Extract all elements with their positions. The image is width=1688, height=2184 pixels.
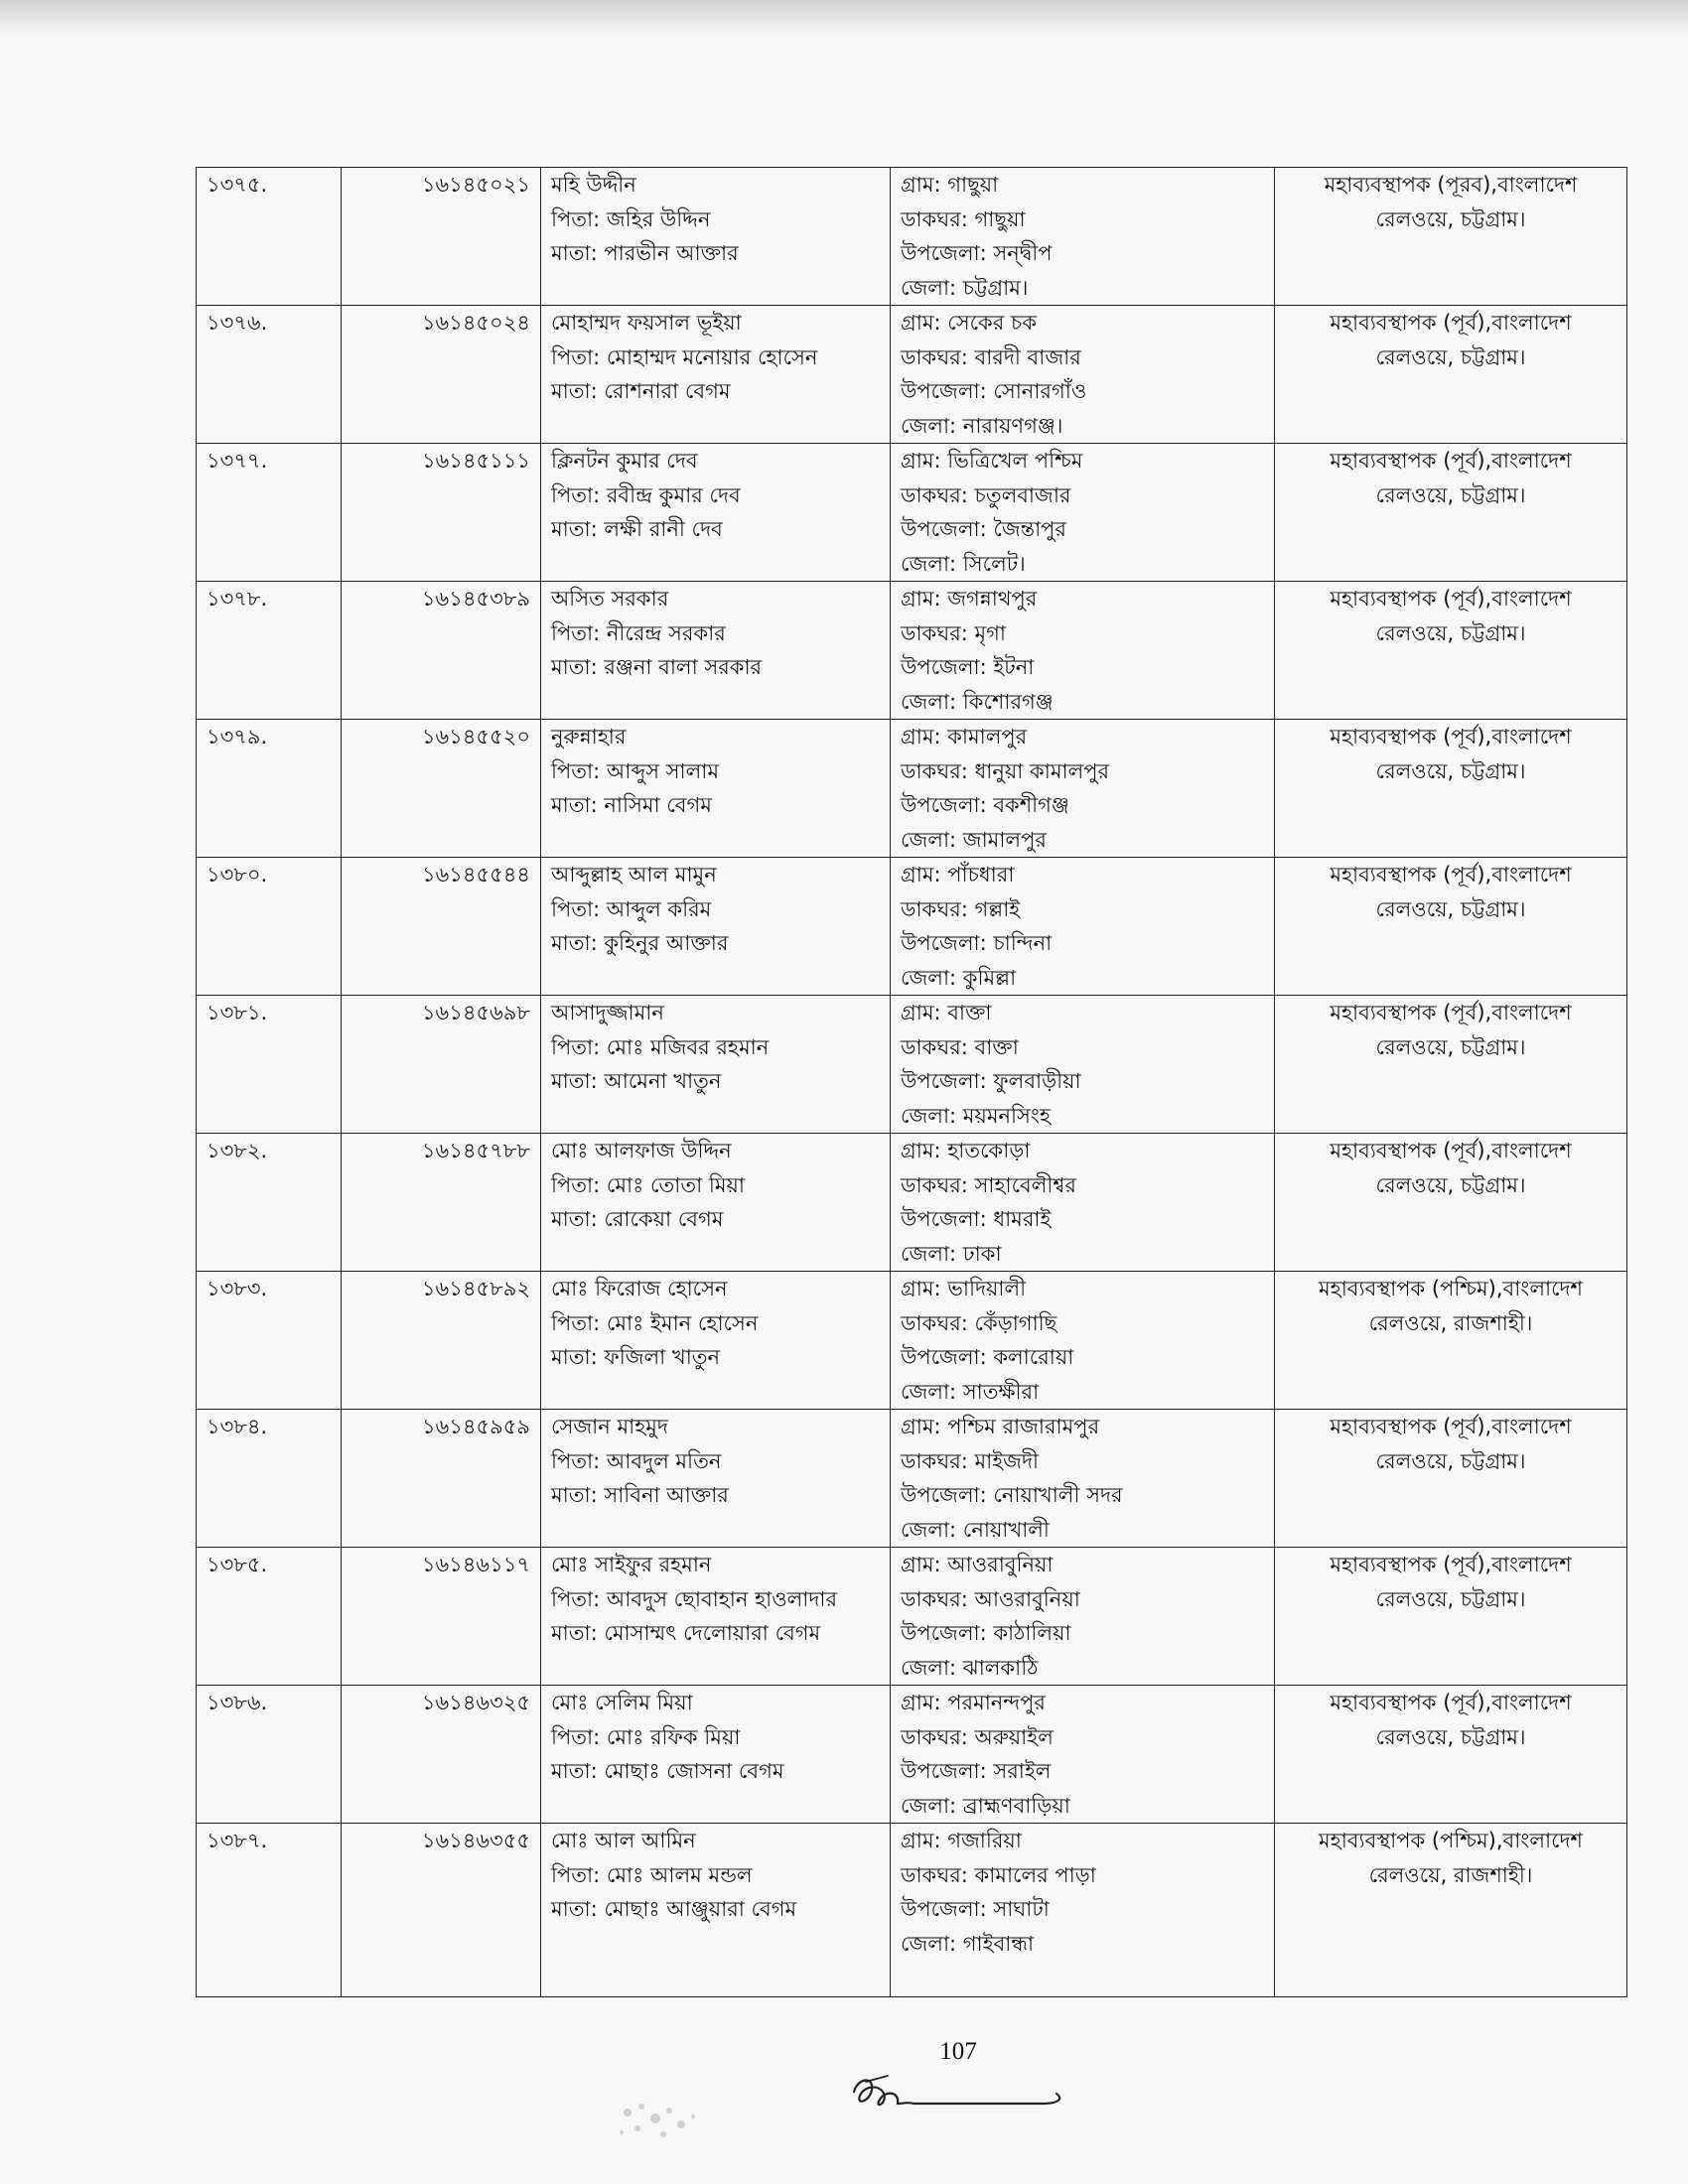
office-line: রেলওয়ে, চট্টগ্রাম। (1375, 1448, 1526, 1473)
address-cell (891, 168, 1275, 306)
serial-cell: ১৩৮৬. (197, 1686, 342, 1824)
serial-cell: ১৩৮১. (197, 996, 342, 1134)
serial-cell: ১৩৮০. (197, 858, 342, 996)
table-row (197, 720, 1627, 858)
office-cell (1275, 582, 1627, 720)
address-line: উপজেলা: সোনারগাঁও (901, 379, 1087, 403)
office-cell (1275, 444, 1627, 582)
candidate-table (196, 167, 1627, 1997)
table-row (197, 1134, 1627, 1272)
office-cell (1275, 306, 1627, 444)
name-line: আসাদুজ্জামান (551, 1001, 664, 1024)
name-line: পিতা: আবদুল মতিন (551, 1448, 722, 1473)
name-line: মাতা: আমেনা খাতুন (551, 1069, 722, 1093)
office-line: রেলওয়ে, চট্টগ্রাম। (1375, 758, 1526, 783)
name-line: ক্লিনটন কুমার দেব (551, 449, 698, 473)
name-cell (541, 1272, 891, 1410)
office-line: মহাব্যবস্থাপক (পূর্ব),বাংলাদেশ (1330, 1691, 1572, 1714)
address-line: জেলা: নারায়ণগঞ্জ। (901, 413, 1063, 438)
address-line: উপজেলা: সাঘাটা (901, 1897, 1050, 1921)
office-line: মহাব্যবস্থাপক (পূর্ব),বাংলাদেশ (1330, 587, 1572, 611)
address-cell (891, 1134, 1275, 1272)
name-line: পিতা: মোহাম্মদ মনোয়ার হোসেন (551, 344, 818, 369)
office-line: মহাব্যবস্থাপক (পূর্ব),বাংলাদেশ (1330, 311, 1572, 335)
office-line: মহাব্যবস্থাপক (পূর্ব),বাংলাদেশ (1330, 863, 1572, 887)
address-cell (891, 1686, 1275, 1824)
address-line: জেলা: কিশোরগঞ্জ (901, 689, 1054, 714)
name-cell (541, 1686, 891, 1824)
address-cell (891, 996, 1275, 1134)
name-line: পিতা: নীরেন্দ্র সরকার (551, 620, 726, 645)
name-line: মাতা: কুহিনুর আক্তার (551, 931, 729, 955)
serial-cell: ১৩৮২. (197, 1134, 342, 1272)
address-line: গ্রাম: পরমানন্দপুর (901, 1691, 1046, 1714)
table-row (197, 306, 1627, 444)
address-line: গ্রাম: জগন্নাথপুর (901, 587, 1038, 611)
serial-cell: ১৩৭৫. (197, 168, 342, 306)
table-row (197, 1272, 1627, 1410)
name-line: মোঃ আলফাজ উদ্দিন (551, 1139, 732, 1162)
office-line: মহাব্যবস্থাপক (পূর্ব),বাংলাদেশ (1330, 1139, 1572, 1162)
office-line: রেলওয়ে, চট্টগ্রাম। (1375, 206, 1526, 231)
table-row (197, 1548, 1627, 1686)
serial-cell: ১৩৭৯. (197, 720, 342, 858)
roll-cell: ১৬১৪৫৮৯২ (342, 1272, 541, 1410)
serial-cell: ১৩৮৪. (197, 1410, 342, 1548)
serial-cell: ১৩৮৫. (197, 1548, 342, 1686)
address-line: জেলা: জামালপুর (901, 827, 1047, 852)
office-line: মহাব্যবস্থাপক (পূরব),বাংলাদেশ (1324, 173, 1578, 197)
name-line: পিতা: মোঃ রফিক মিয়া (551, 1724, 741, 1749)
office-line: রেলওয়ে, চট্টগ্রাম। (1375, 1034, 1526, 1059)
name-line: মোঃ ফিরোজ হোসেন (551, 1277, 728, 1300)
office-line: রেলওয়ে, চট্টগ্রাম। (1375, 344, 1526, 369)
address-line: উপজেলা: চান্দিনা (901, 931, 1053, 955)
office-line: রেলওয়ে, রাজশাহী। (1368, 1310, 1533, 1335)
address-line: ডাকঘর: গল্লাই (901, 896, 1021, 921)
address-cell (891, 858, 1275, 996)
name-cell (541, 720, 891, 858)
name-cell (541, 168, 891, 306)
office-cell (1275, 1410, 1627, 1548)
serial-cell: ১৩৭৬. (197, 306, 342, 444)
name-line: পিতা: রবীন্দ্র কুমার দেব (551, 482, 741, 507)
name-line: মাতা: সাবিনা আক্তার (551, 1483, 729, 1507)
name-line: মোঃ সেলিম মিয়া (551, 1691, 693, 1714)
address-line: ডাকঘর: সাহাবেলীশ্বর (901, 1172, 1076, 1197)
address-line: জেলা: গাইবান্ধা (901, 1931, 1035, 1956)
scan-edge-shadow (0, 0, 1688, 38)
table-row (197, 996, 1627, 1134)
address-line: গ্রাম: বাক্তা (901, 1001, 992, 1024)
name-line: পিতা: জহির উদ্দিন (551, 206, 711, 231)
office-line: মহাব্যবস্থাপক (পূর্ব),বাংলাদেশ (1330, 449, 1572, 473)
serial-cell: ১৩৭৮. (197, 582, 342, 720)
office-cell (1275, 1686, 1627, 1824)
address-cell (891, 720, 1275, 858)
serial-cell: ১৩৮৩. (197, 1272, 342, 1410)
name-cell (541, 306, 891, 444)
name-cell (541, 444, 891, 582)
office-line: রেলওয়ে, চট্টগ্রাম। (1375, 896, 1526, 921)
address-line: ডাকঘর: কামালের পাড়া (901, 1862, 1096, 1887)
candidate-table-body (197, 168, 1627, 1997)
address-line: জেলা: ঝালকাঠি (901, 1655, 1039, 1680)
roll-cell: ১৬১৪৫০২১ (342, 168, 541, 306)
table-row (197, 582, 1627, 720)
name-line: পিতা: আব্দুল করিম (551, 896, 712, 921)
office-line: রেলওয়ে, রাজশাহী। (1368, 1862, 1533, 1887)
stamp-smudge (608, 2093, 717, 2152)
address-line: ডাকঘর: বারদী বাজার (901, 344, 1081, 369)
address-line: জেলা: সাতক্ষীরা (901, 1379, 1040, 1404)
name-cell (541, 1824, 891, 1997)
office-line: মহাব্যবস্থাপক (পূর্ব),বাংলাদেশ (1330, 725, 1572, 749)
address-line: উপজেলা: জৈন্তাপুর (901, 517, 1066, 541)
office-line: রেলওয়ে, চট্টগ্রাম। (1375, 1724, 1526, 1749)
office-line: মহাব্যবস্থাপক (পূর্ব),বাংলাদেশ (1330, 1001, 1572, 1024)
office-cell (1275, 858, 1627, 996)
serial-cell: ১৩৮৭. (197, 1824, 342, 1997)
address-line: গ্রাম: কামালপুর (901, 725, 1028, 749)
page-number: 107 (939, 2038, 977, 2065)
serial-cell: ১৩৭৭. (197, 444, 342, 582)
address-line: জেলা: ঢাকা (901, 1241, 1002, 1266)
address-line: উপজেলা: কলারোয়া (901, 1345, 1074, 1369)
address-line: উপজেলা: বকশীগঞ্জ (901, 793, 1069, 817)
address-line: জেলা: নোয়াখালী (901, 1517, 1050, 1542)
office-cell (1275, 1548, 1627, 1686)
table-row (197, 858, 1627, 996)
address-line: ডাকঘর: চতুলবাজার (901, 482, 1071, 507)
table-row (197, 1410, 1627, 1548)
name-line: মাতা: মোছাঃ জোসনা বেগম (551, 1759, 784, 1783)
roll-cell: ১৬১৪৬১১৭ (342, 1548, 541, 1686)
office-cell (1275, 1134, 1627, 1272)
name-line: অসিত সরকার (551, 587, 669, 611)
address-line: ডাকঘর: কেঁড়াগাছি (901, 1310, 1057, 1335)
name-line: নুরুন্নাহার (551, 725, 627, 749)
table-row (197, 1824, 1627, 1997)
address-line: জেলা: চট্টগ্রাম। (901, 275, 1029, 300)
address-line: গ্রাম: হাতকোড়া (901, 1139, 1031, 1162)
name-line: পিতা: মোঃ তোতা মিয়া (551, 1172, 746, 1197)
address-line: জেলা: কুমিল্লা (901, 965, 1017, 990)
table-row (197, 168, 1627, 306)
name-line: পিতা: মোঃ ইমান হোসেন (551, 1310, 759, 1335)
name-line: পিতা: আব্দুস সালাম (551, 758, 720, 783)
name-line: পিতা: মোঃ আলম মন্ডল (551, 1862, 753, 1887)
roll-cell: ১৬১৪৫১১১ (342, 444, 541, 582)
address-cell (891, 582, 1275, 720)
table-row (197, 1686, 1627, 1824)
address-cell (891, 306, 1275, 444)
address-line: উপজেলা: সন্দ্বীপ (901, 241, 1053, 265)
name-line: মাতা: রোশনারা বেগম (551, 379, 731, 403)
address-line: উপজেলা: সরাইল (901, 1759, 1052, 1783)
roll-cell: ১৬১৪৫৯৫৯ (342, 1410, 541, 1548)
roll-cell: ১৬১৪৫০২৪ (342, 306, 541, 444)
name-line: মোঃ আল আমিন (551, 1829, 696, 1852)
name-line: পিতা: মোঃ মজিবর রহমান (551, 1034, 770, 1059)
office-cell (1275, 1824, 1627, 1997)
name-line: পিতা: আবদুস ছোবাহান হাওলাদার (551, 1586, 838, 1611)
roll-cell: ১৬১৪৫৫৪৪ (342, 858, 541, 996)
office-line: মহাব্যবস্থাপক (পশ্চিম),বাংলাদেশ (1319, 1277, 1583, 1300)
address-line: গ্রাম: পাঁচধারা (901, 863, 1015, 887)
name-cell (541, 1134, 891, 1272)
address-line: গ্রাম: পশ্চিম রাজারামপুর (901, 1415, 1100, 1438)
roll-cell: ১৬১৪৬৩২৫ (342, 1686, 541, 1824)
office-line: রেলওয়ে, চট্টগ্রাম। (1375, 620, 1526, 645)
office-cell (1275, 1272, 1627, 1410)
address-line: উপজেলা: ফুলবাড়ীয়া (901, 1069, 1081, 1093)
address-line: উপজেলা: কাঠালিয়া (901, 1621, 1071, 1645)
name-line: মাতা: মোসাম্মৎ দেলোয়ারা বেগম (551, 1621, 821, 1645)
address-line: উপজেলা: ধামরাই (901, 1207, 1052, 1231)
address-line: গ্রাম: ভাদিয়ালী (901, 1277, 1027, 1300)
name-cell (541, 1410, 891, 1548)
address-line: ডাকঘর: মাইজদী (901, 1448, 1040, 1473)
name-line: মোঃ সাইফুর রহমান (551, 1553, 712, 1576)
address-cell (891, 1272, 1275, 1410)
address-line: জেলা: সিলেট। (901, 551, 1026, 576)
address-line: ডাকঘর: মৃগা (901, 620, 1007, 645)
address-line: ডাকঘর: বাক্তা (901, 1034, 1019, 1059)
office-line: মহাব্যবস্থাপক (পূর্ব),বাংলাদেশ (1330, 1553, 1572, 1576)
address-line: গ্রাম: সেকের চক (901, 311, 1038, 335)
address-line: ডাকঘর: আওরাবুনিয়া (901, 1586, 1080, 1611)
table-row (197, 444, 1627, 582)
name-cell (541, 996, 891, 1134)
address-line: জেলা: ময়মনসিংহ (901, 1103, 1051, 1128)
roll-cell: ১৬১৪৬৩৫৫ (342, 1824, 541, 1997)
name-line: মাতা: ফজিলা খাতুন (551, 1345, 721, 1369)
roll-cell: ১৬১৪৫৫২০ (342, 720, 541, 858)
name-line: মাতা: নাসিমা বেগম (551, 793, 712, 817)
address-line: গ্রাম: গজারিয়া (901, 1829, 1022, 1852)
address-line: ডাকঘর: ধানুয়া কামালপুর (901, 758, 1110, 783)
address-line: ডাকঘর: অরুয়াইল (901, 1724, 1054, 1749)
address-line: গ্রাম: ভিত্রিখেল পশ্চিম (901, 449, 1083, 473)
roll-cell: ১৬১৪৫৭৮৮ (342, 1134, 541, 1272)
name-line: মাতা: রোকেয়া বেগম (551, 1207, 724, 1231)
office-cell (1275, 168, 1627, 306)
signature (844, 2070, 1082, 2129)
address-cell (891, 1548, 1275, 1686)
name-line: মাতা: পারভীন আক্তার (551, 241, 739, 265)
name-line: মাতা: লক্ষী রানী দেব (551, 517, 723, 541)
name-line: মাতা: মোছাঃ আঞ্জুয়ারা বেগম (551, 1897, 797, 1921)
office-line: মহাব্যবস্থাপক (পশ্চিম),বাংলাদেশ (1319, 1829, 1583, 1852)
address-line: ডাকঘর: গাছুয়া (901, 206, 1026, 231)
address-line: উপজেলা: নোয়াখালী সদর (901, 1483, 1123, 1507)
office-line: রেলওয়ে, চট্টগ্রাম। (1375, 482, 1526, 507)
name-line: মহি উদ্দীন (551, 173, 636, 197)
address-cell (891, 1824, 1275, 1997)
name-line: আব্দুল্লাহ আল মামুন (551, 863, 717, 887)
office-cell (1275, 720, 1627, 858)
office-cell (1275, 996, 1627, 1134)
address-line: উপজেলা: ইটনা (901, 655, 1035, 679)
address-line: গ্রাম: গাছুয়া (901, 173, 999, 197)
address-cell (891, 1410, 1275, 1548)
roll-cell: ১৬১৪৫৬৯৮ (342, 996, 541, 1134)
name-line: মোহাম্মদ ফয়সাল ভূইয়া (551, 311, 742, 335)
office-line: রেলওয়ে, চট্টগ্রাম। (1375, 1586, 1526, 1611)
name-cell (541, 1548, 891, 1686)
address-line: জেলা: ব্রাহ্মণবাড়িয়া (901, 1793, 1070, 1818)
office-line: মহাব্যবস্থাপক (পূর্ব),বাংলাদেশ (1330, 1415, 1572, 1438)
name-line: সেজান মাহমুদ (551, 1415, 668, 1438)
address-cell (891, 444, 1275, 582)
address-line: গ্রাম: আওরাবুনিয়া (901, 1553, 1054, 1576)
name-line: মাতা: রঞ্জনা বালা সরকার (551, 655, 763, 679)
office-line: রেলওয়ে, চট্টগ্রাম। (1375, 1172, 1526, 1197)
name-cell (541, 858, 891, 996)
roll-cell: ১৬১৪৫৩৮৯ (342, 582, 541, 720)
name-cell (541, 582, 891, 720)
